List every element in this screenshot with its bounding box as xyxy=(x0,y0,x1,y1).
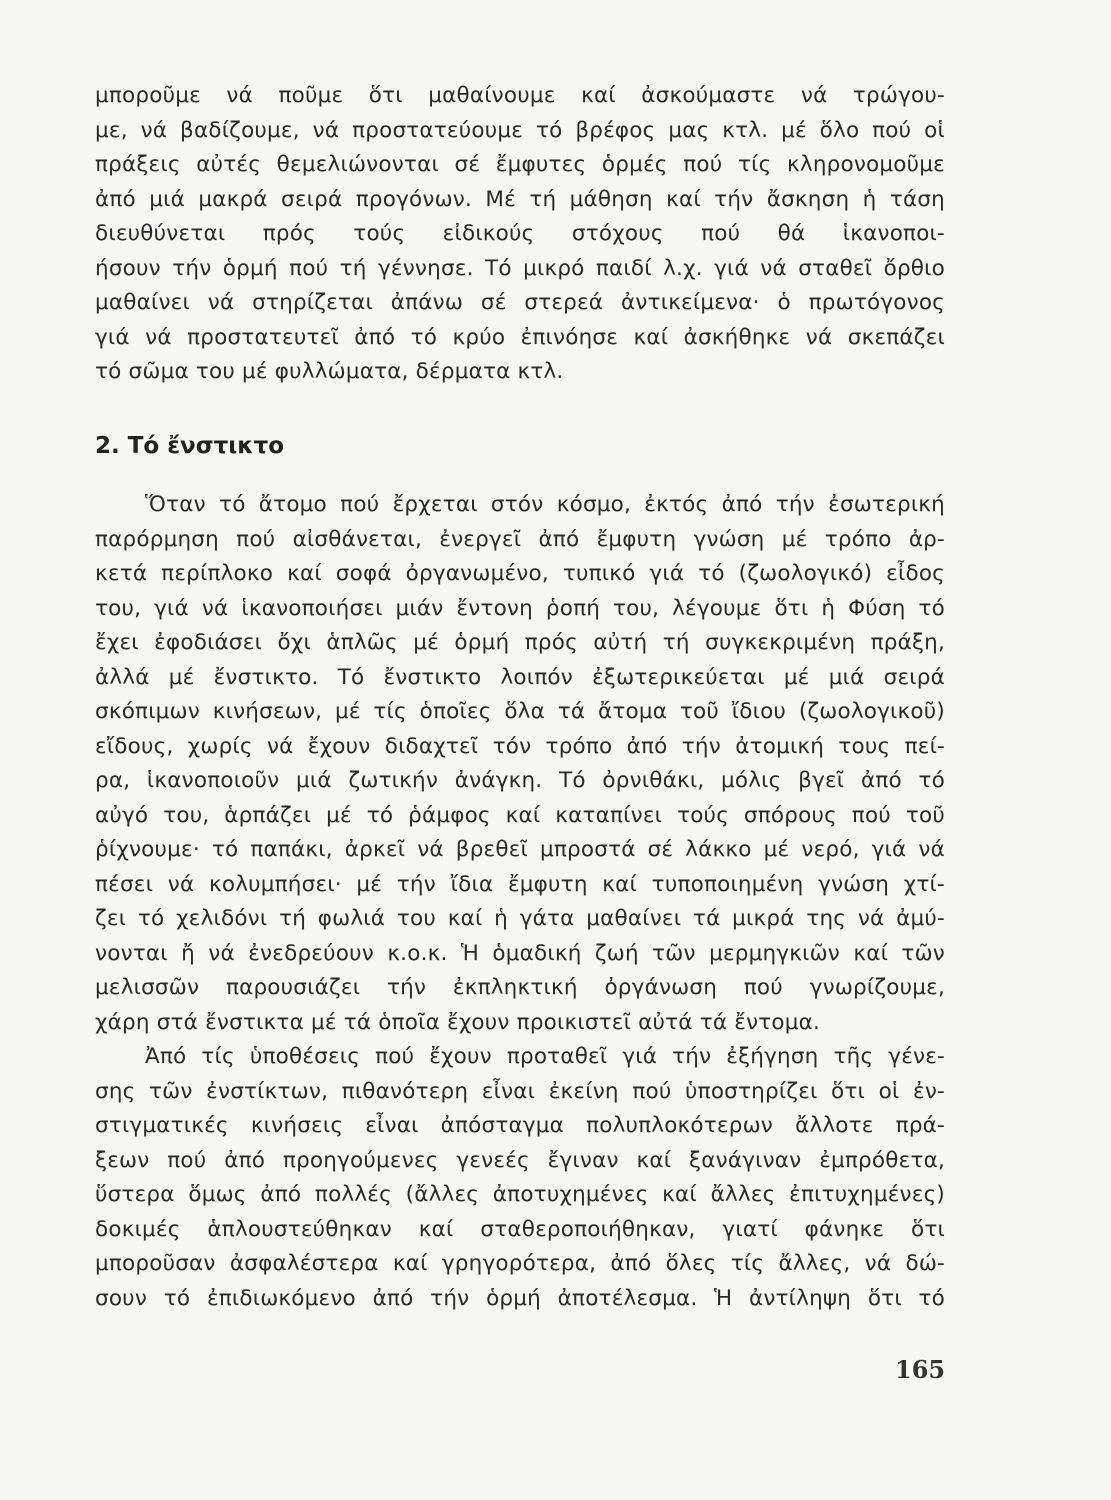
text-line: κετά περίπλοκο καί σοφά ὀργανωμένο, τυπικό γιά τό (ζωολογικό) εἶδος xyxy=(95,561,945,586)
section-heading: 2. Τό ἔνστικτο xyxy=(95,433,285,459)
text-line: δοκιμές ἁπλουστεύθηκαν καί σταθεροποιήθηκαν, γιατί φάνηκε ὅτι xyxy=(95,1216,945,1242)
text-line: ρα, ἱκανοποιοῦν μιά ζωτικήν ἀνάγκη. Τό ὀρνιθάκι, μόλις βγεῖ ἀπό τό xyxy=(95,768,945,793)
text-line: αὐγό του, ἁρπάζει μέ τό ῥάμφος καί καταπίνει τούς σπόρους πού τοῦ xyxy=(95,802,945,828)
text-line: νονται ἤ νά ἐνεδρεύουν κ.ο.κ. Ἡ ὁμαδική ζωή τῶν μερμηγκιῶν καί τῶν xyxy=(95,940,945,966)
text-line: ῥίχνουμε· τό παπάκι, ἀρκεῖ νά βρεθεῖ μπροστά σέ λάκκο μέ νερό, γιά νά xyxy=(95,837,945,862)
text-line: ἀπό μιά μακρά σειρά προγόνων. Μέ τή μάθηση καί τήν ἄσκηση ἡ τάση xyxy=(95,186,945,212)
text-line: διευθύνεται πρός τούς εἰδικούς στόχους πού θά ἱκανοποι- xyxy=(95,221,945,246)
text-line: γιά νά προστατευτεῖ ἀπό τό κρύο ἐπινόησε καί ἀσκήθηκε νά σκεπάζει xyxy=(95,324,945,350)
text-line: εἴδους, χωρίς νά ἔχουν διδαχτεῖ τόν τρόπο ἀπό τήν ἀτομική τους πεί- xyxy=(95,733,945,759)
paragraph-2 xyxy=(95,488,945,1316)
text-line: με, νά βαδίζουμε, νά προστατεύουμε τό βρέφος μας κτλ. μέ ὅλο πού οἱ xyxy=(95,117,945,143)
text-line: ἀλλά μέ ἔνστικτο. Τό ἔνστικτο λοιπόν ἐξωτερικεύεται μέ μιά σειρά xyxy=(95,664,945,690)
text-line: μποροῦσαν ἀσφαλέστερα καί γρηγορότερα, ἀπό ὅλες τίς ἄλλες, νά δώ- xyxy=(95,1251,945,1276)
text-line: μποροῦμε νά ποῦμε ὅτι μαθαίνουμε καί ἀσκούμαστε νά τρώγου- xyxy=(95,83,945,108)
text-line: ζει τό χελιδόνι τή φωλιά του καί ἡ γάτα μαθαίνει τά μικρά της νά ἀμύ- xyxy=(95,906,945,931)
text-line: στιγματικές κινήσεις εἶναι ἀπόσταγμα πολυπλοκότερων ἄλλοτε πρά- xyxy=(95,1113,945,1138)
text-line: ξεων πού ἀπό προηγούμενες γενεές ἔγιναν καί ξανάγιναν ἐμπρόθετα, xyxy=(95,1147,945,1173)
text-line: τό σῶμα του μέ φυλλώματα, δέρματα κτλ. xyxy=(95,359,564,384)
text-line: σης τῶν ἐνστίκτων, πιθανότερη εἶναι ἐκείνη πού ὑποστηρίζει ὅτι οἱ ἐν- xyxy=(95,1078,945,1104)
text-line: Ἀπό τίς ὑποθέσεις πού ἔχουν προταθεῖ γιά τήν ἐξήγηση τῆς γένε- xyxy=(145,1044,945,1069)
text-line: χάρη στά ἔνστικτα μέ τά ὁποῖα ἔχουν προικιστεῖ αὐτά τά ἔντομα. xyxy=(95,1009,821,1035)
text-line: του, γιά νά ἱκανοποιήσει μιάν ἔντονη ῥοπή του, λέγουμε ὅτι ἡ Φύση τό xyxy=(95,595,945,621)
page-number: 165 xyxy=(895,1355,946,1384)
text-line: ὕστερα ὅμως ἀπό πολλές (ἄλλες ἀποτυχημένες καί ἄλλες ἐπιτυχημένες) xyxy=(95,1182,945,1207)
text-line: μελισσῶν παρουσιάζει τήν ἐκπληκτική ὀργάνωση πού γνωρίζουμε, xyxy=(95,975,945,1000)
text-line: πράξεις αὐτές θεμελιώνονται σέ ἔμφυτες ὁρμές πού τίς κληρονομοῦμε xyxy=(95,152,945,177)
text-line: σουν τό ἐπιδιωκόμενο ἀπό τήν ὁρμή ἀποτέλεσμα. Ἡ ἀντίληψη ὅτι τό xyxy=(95,1285,945,1311)
paragraph-1 xyxy=(95,79,945,390)
text-line: σκόπιμων κινήσεων, μέ τίς ὁποῖες ὅλα τά ἄτομα τοῦ ἴδιου (ζωολογικοῦ) xyxy=(95,699,945,724)
text-line: πέσει νά κολυμπήσει· μέ τήν ἴδια ἔμφυτη καί τυποποιημένη γνώση χτί- xyxy=(95,871,945,897)
text-line: μαθαίνει νά στηρίζεται ἀπάνω σέ στερεά ἀντικείμενα· ὁ πρωτόγονος xyxy=(95,290,945,315)
text-line: παρόρμηση πού αἰσθάνεται, ἐνεργεῖ ἀπό ἔμφυτη γνώση μέ τρόπο ἀρ- xyxy=(95,526,945,552)
text-line: Ὅταν τό ἄτομο πού ἔρχεται στόν κόσμο, ἐκτός ἀπό τήν ἐσωτερική xyxy=(145,492,945,517)
text-line: ἔχει ἐφοδιάσει ὄχι ἁπλῶς μέ ὁρμή πρός αὐτή τή συγκεκριμένη πράξη, xyxy=(95,630,945,655)
text-line: ήσουν τήν ὁρμή πού τή γέννησε. Τό μικρό παιδί λ.χ. γιά νά σταθεῖ ὄρθιο xyxy=(95,255,945,281)
